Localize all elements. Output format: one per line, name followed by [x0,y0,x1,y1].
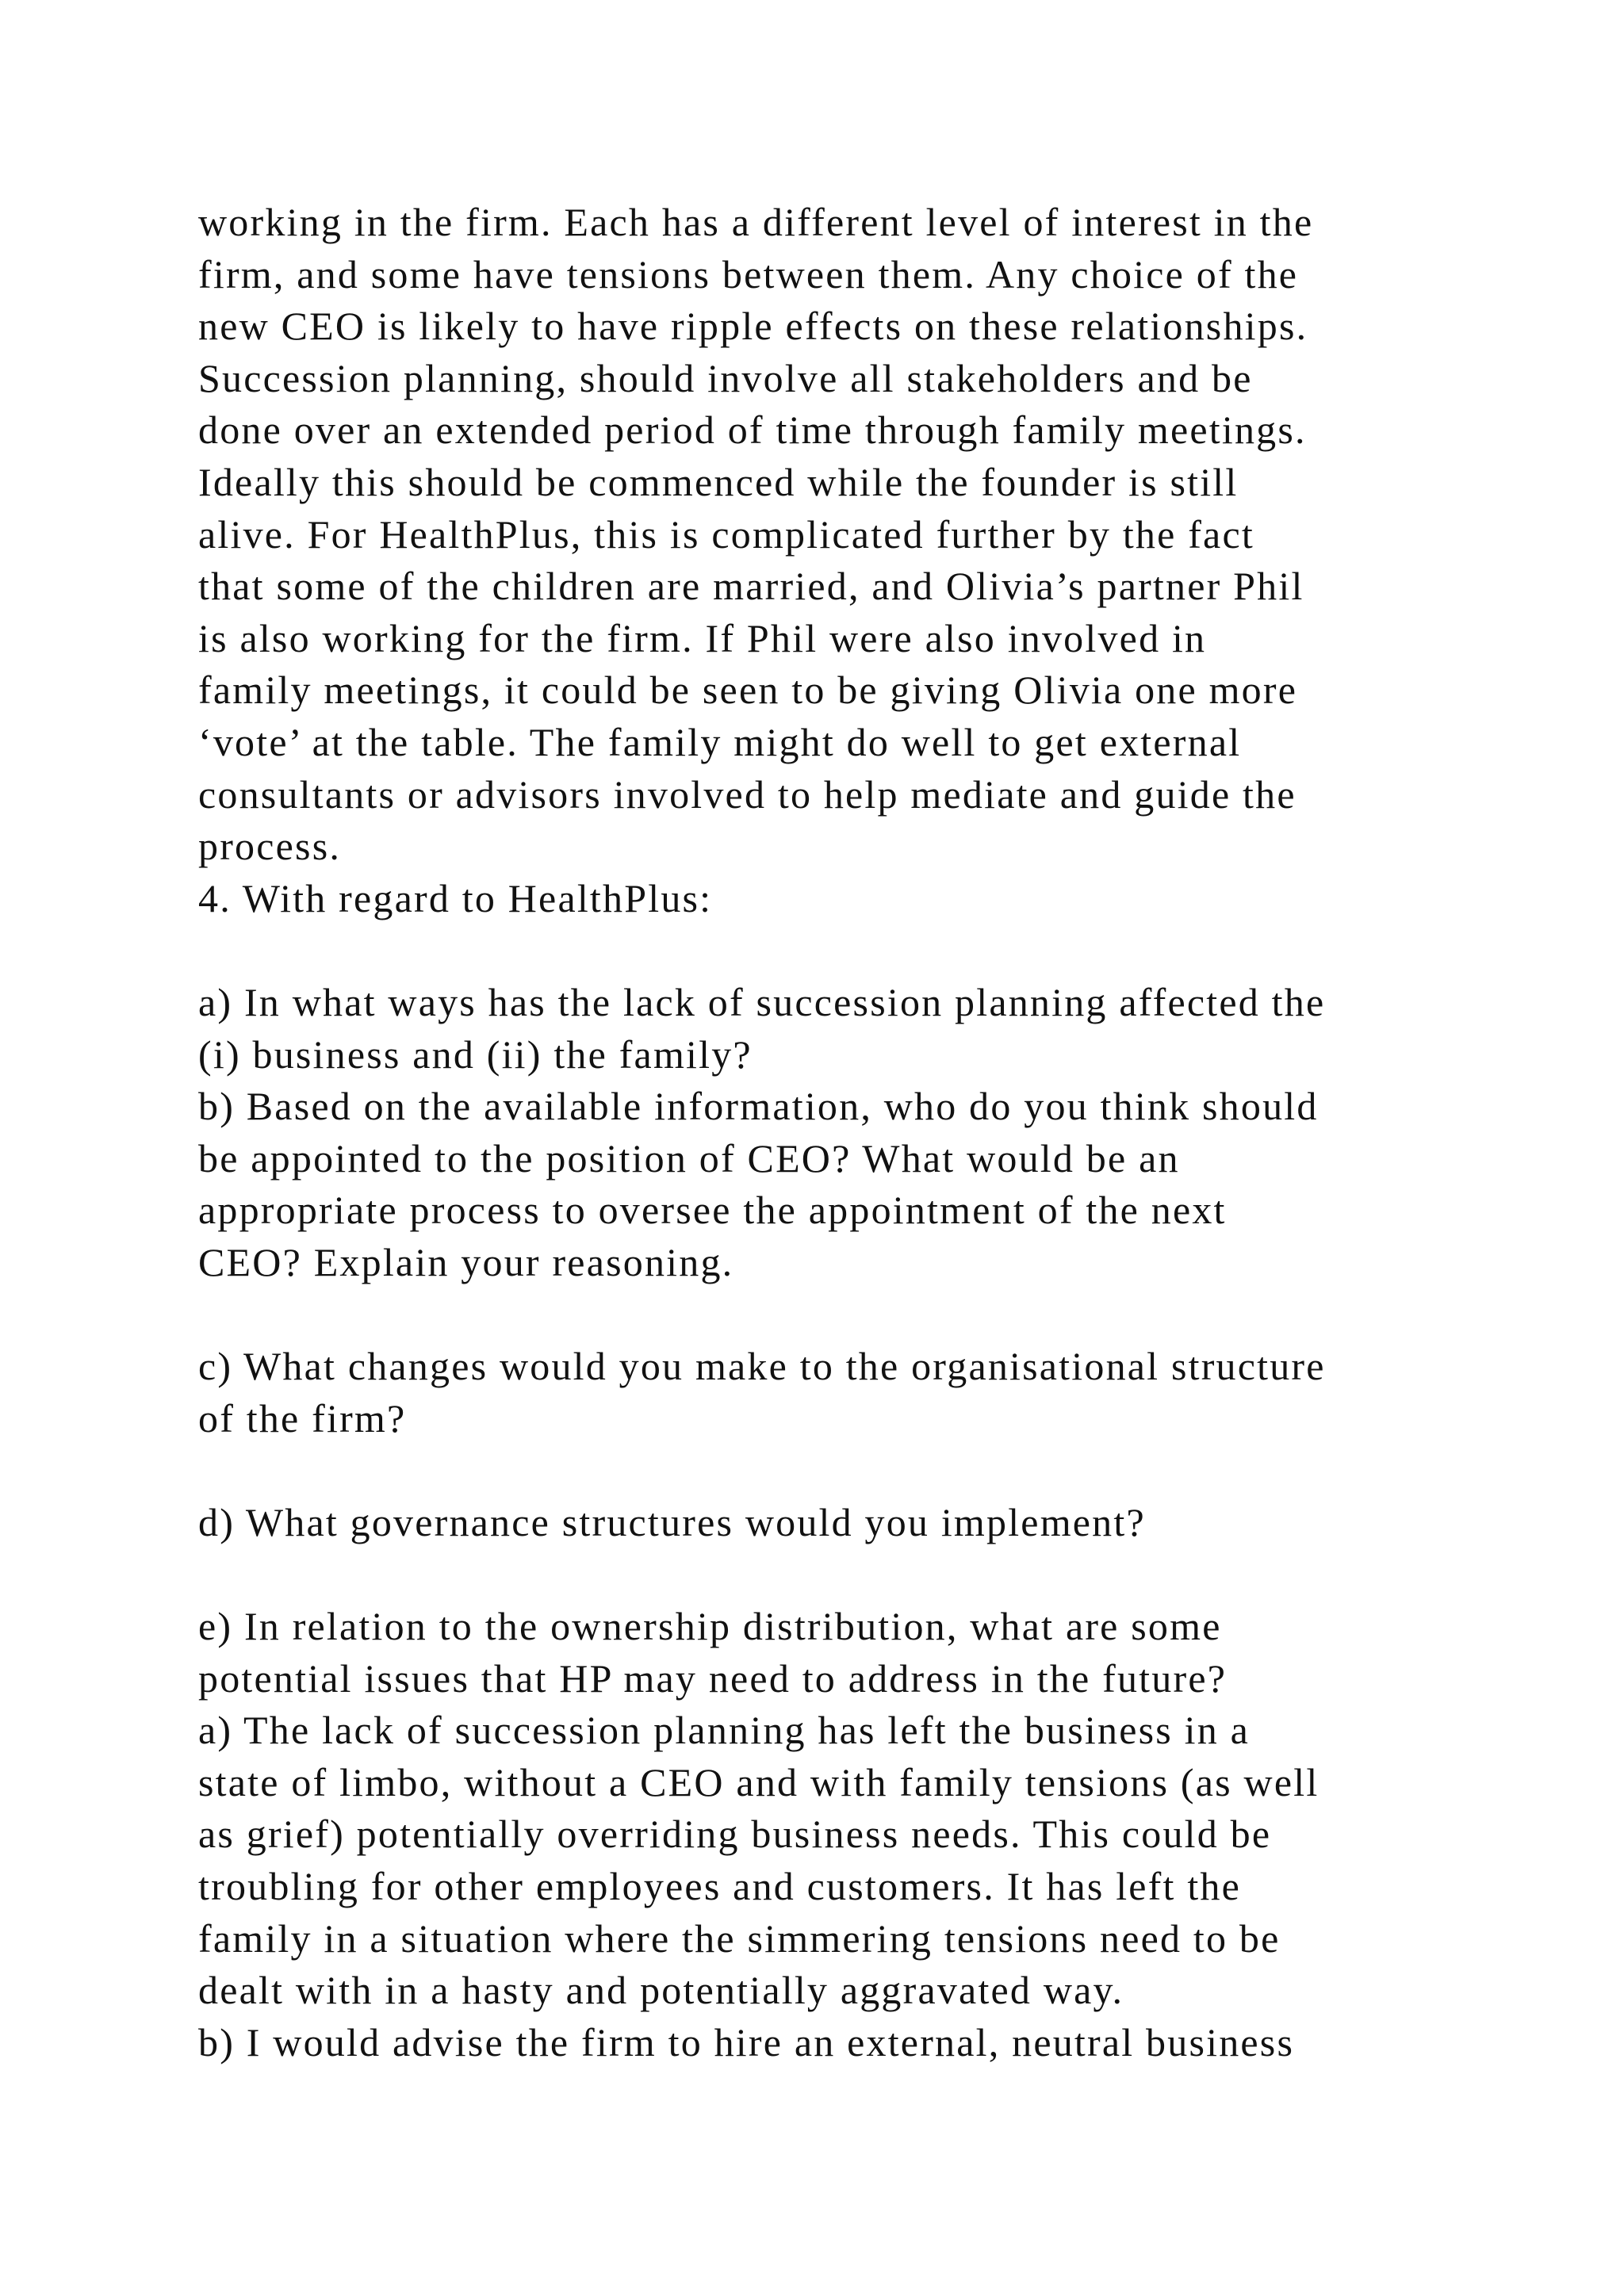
answer-a-line: as grief) potentially overriding business needs. This could be [198,1812,1272,1857]
blank-line [198,1445,1546,1497]
answer-a-line: state of limbo, without a CEO and with family tensions (as well [198,1759,1320,1804]
answer-a-line: dealt with in a hasty and potentially aggravated way. [198,1968,1124,2013]
answer-a-line: troubling for other employees and customers. It has left the [198,1864,1242,1908]
question-e-line: potential issues that HP may need to address in the future? [198,1655,1228,1701]
blank-line [198,1548,1546,1601]
answer-b-line: b) I would advise the firm to hire an external, neutral business [198,2019,1295,2064]
text-line: that some of the children are married, and Olivia’s partner Phil [198,564,1304,609]
text-line: Ideally this should be commenced while the founder is still [198,459,1239,504]
question-b-line: CEO? Explain your reasoning. [198,1239,734,1284]
question-c-line: c) What changes would you make to the organisational structure [198,1344,1326,1389]
question-b-line: be appointed to the position of CEO? What would be an [198,1135,1180,1181]
question-e-line: e) In relation to the ownership distribution, what are some [198,1604,1222,1649]
answer-a-line: family in a situation where the simmering tensions need to be [198,1915,1281,1961]
text-line: alive. For HealthPlus, this is complicated further by the fact [198,511,1254,557]
answer-a-line: a) The lack of succession planning has left the business in a [198,1708,1251,1753]
blank-line [198,924,1546,977]
question-d-line: d) What governance structures would you implement? [198,1499,1146,1544]
text-line: firm, and some have tensions between them. Any choice of the [198,251,1299,297]
question-heading: 4. With regard to HealthPlus: [198,875,713,920]
question-a-line: a) In what ways has the lack of succession planning affected the [198,979,1326,1024]
blank-line [198,1288,1546,1341]
question-a-line: (i) business and (ii) the family? [198,1031,753,1077]
text-line: family meetings, it could be seen to be giving Olivia one more [198,668,1298,713]
text-line: ‘vote’ at the table. The family might do well to get external [198,719,1242,764]
text-line: is also working for the firm. If Phil were also involved in [198,615,1207,660]
text-line: Succession planning, should involve all stakeholders and be [198,355,1253,400]
text-line: new CEO is likely to have ripple effects on these relationships. [198,304,1308,349]
text-line: consultants or advisors involved to help mediate and guide the [198,771,1297,817]
text-line: working in the firm. Each has a different level of interest in the [198,200,1314,244]
question-b-line: b) Based on the available information, who do you think should [198,1084,1319,1129]
question-b-line: appropriate process to oversee the appointment of the next [198,1188,1227,1233]
text-line: done over an extended period of time through family meetings. [198,408,1307,453]
text-line: process. [198,824,342,869]
document-body-text [198,197,1546,2068]
question-c-line: of the firm? [198,1395,407,1441]
